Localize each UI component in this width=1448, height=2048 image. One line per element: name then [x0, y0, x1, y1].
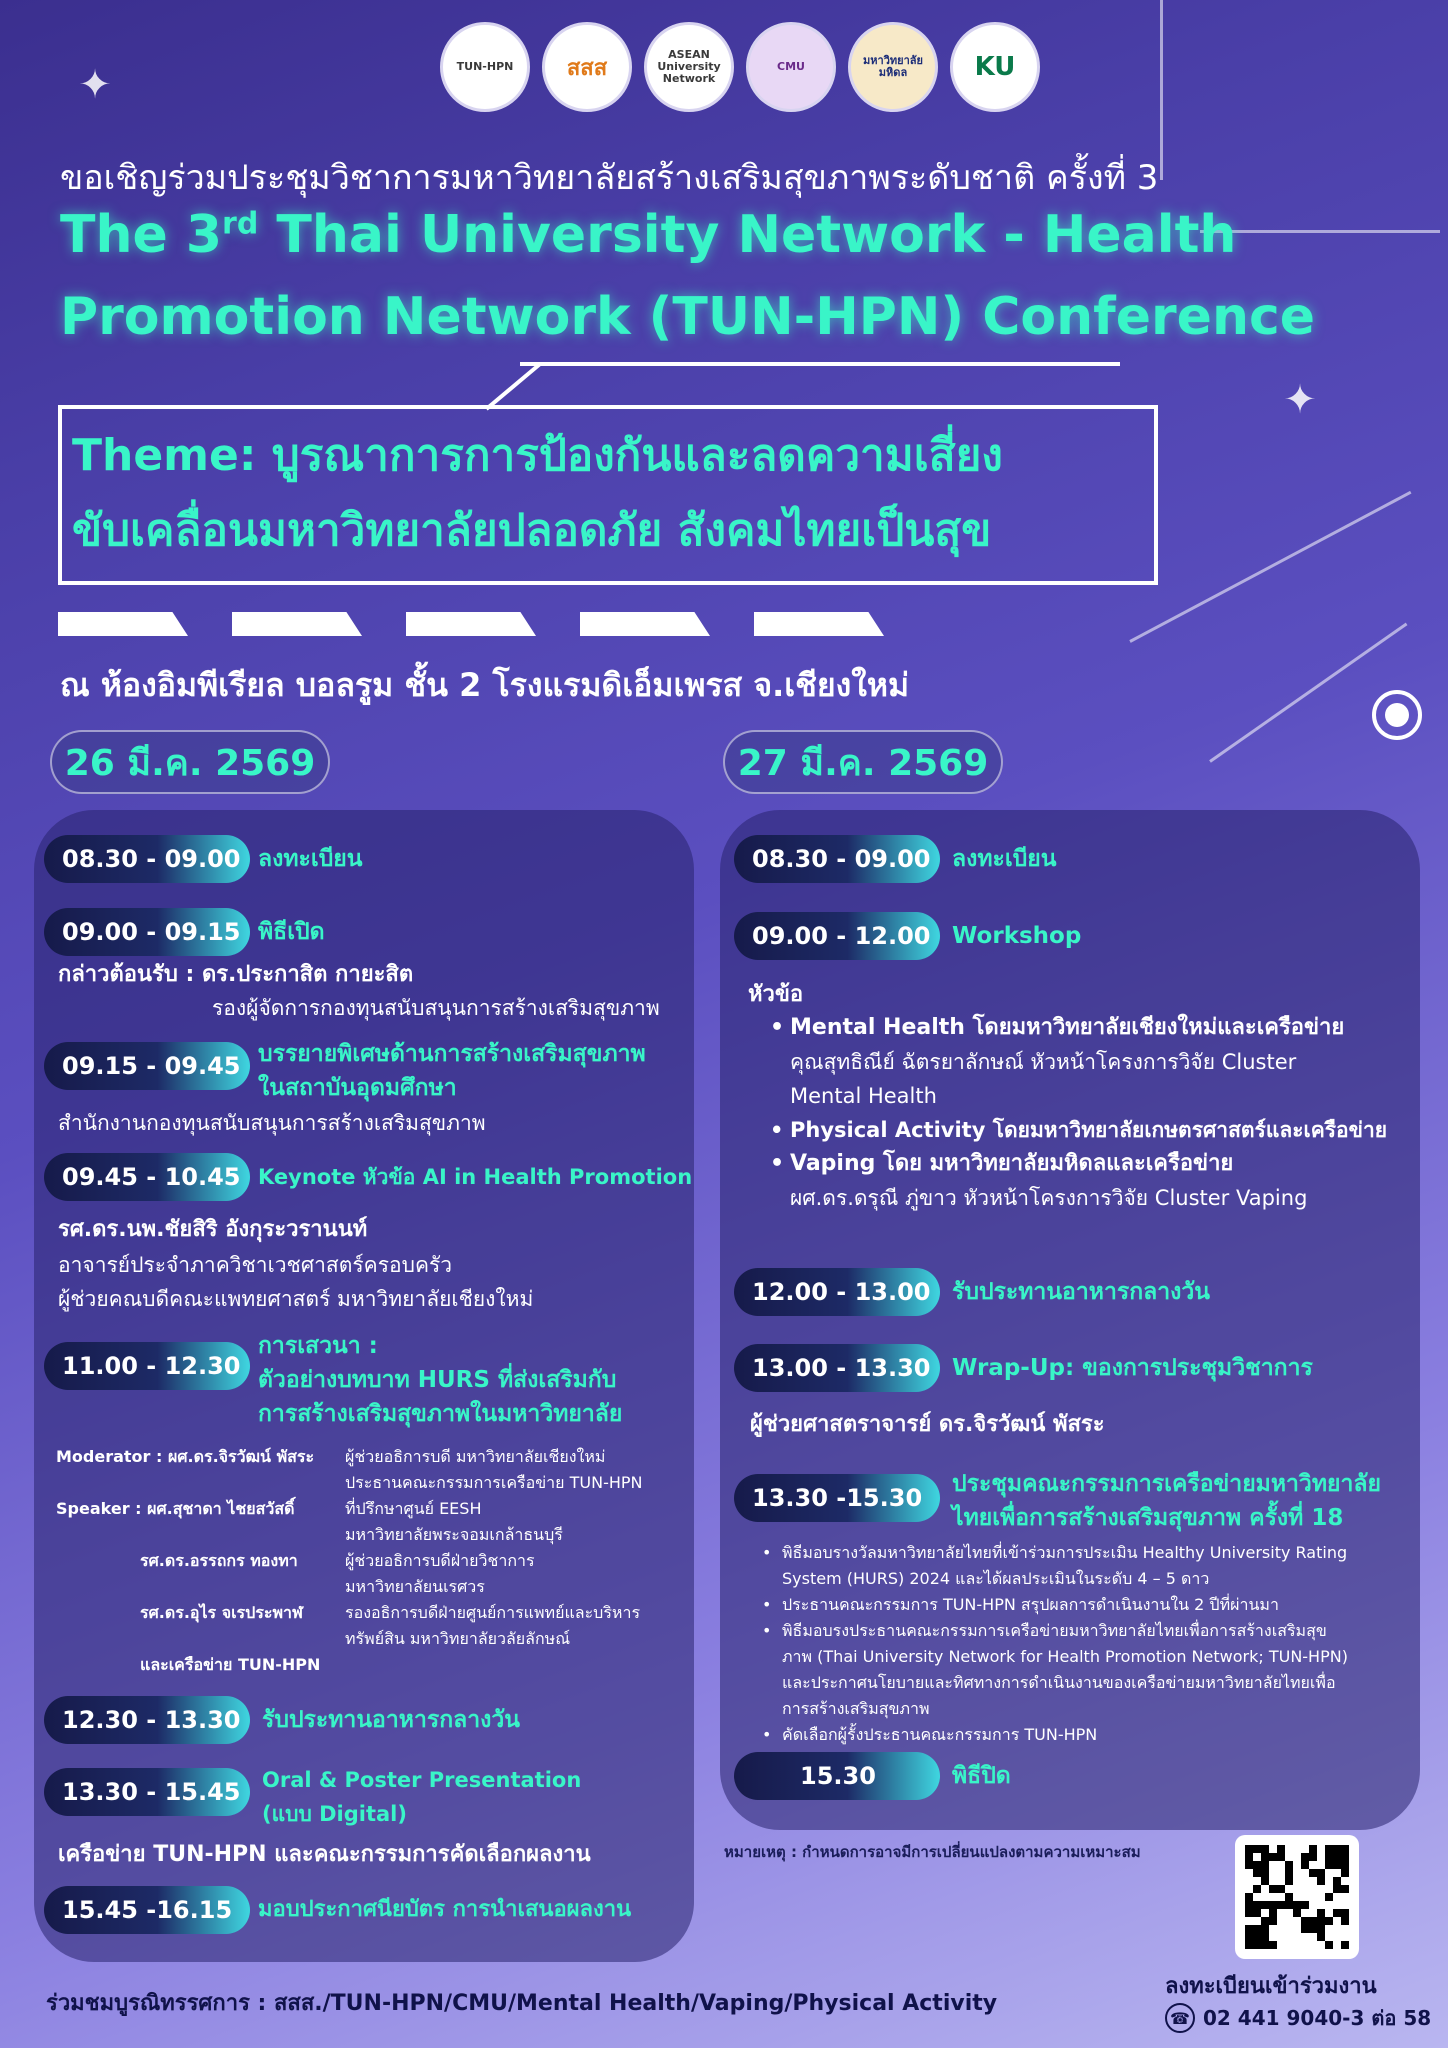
- divider-dash: [580, 612, 710, 636]
- logo-cmu: CMU: [746, 22, 836, 112]
- partner-logos: [440, 22, 1040, 112]
- qr-module: [1277, 1853, 1285, 1861]
- speaker: รศ.ดร.อุไร จเรประพาฬ: [140, 1603, 303, 1622]
- session-detail: ผู้ช่วยศาสตราจารย์ ดร.จิรวัฒน์ พัสระ: [750, 1412, 1105, 1437]
- time-slot: 08.30 - 09.00: [734, 835, 940, 883]
- session-label: ลงทะเบียน: [952, 846, 1057, 872]
- qr-module: [1245, 1877, 1253, 1885]
- meeting-item: ภาพ (Thai University Network for Health Promotion Network; TUN-HPN): [782, 1647, 1348, 1666]
- qr-module: [1253, 1877, 1261, 1885]
- qr-module: [1333, 1877, 1341, 1885]
- qr-module: [1261, 1885, 1269, 1893]
- day1-date: 26 มี.ค. 2569: [50, 730, 330, 794]
- qr-module: [1285, 1885, 1293, 1893]
- qr-module: [1301, 1885, 1309, 1893]
- qr-module: [1285, 1893, 1293, 1901]
- qr-module: [1269, 1933, 1277, 1941]
- session-label: Oral & Poster Presentation: [262, 1768, 582, 1792]
- venue: ณ ห้องอิมพีเรียล บอลรูม ชั้น 2 โรงแรมดิเอ็มเพรส จ.เชียงใหม่: [60, 666, 910, 704]
- workshop-detail: ผศ.ดร.ดรุณี ภู่ขาว หัวหน้าโครงการวิจัย Cluster Vaping: [790, 1186, 1308, 1210]
- logo-ku: KU: [950, 22, 1040, 112]
- qr-module: [1253, 1853, 1261, 1861]
- meeting-item: • ประธานคณะกรรมการ TUN-HPN สรุปผลการดำเนินงานใน 2 ปีที่ผ่านมา: [782, 1592, 1279, 1618]
- qr-module: [1245, 1893, 1253, 1901]
- qr-module: [1277, 1941, 1285, 1949]
- qr-module: [1301, 1917, 1309, 1925]
- qr-module: [1277, 1933, 1285, 1941]
- qr-module: [1245, 1941, 1253, 1949]
- qr-module: [1325, 1869, 1333, 1877]
- workshop-topic: • Physical Activity โดยมหาวิทยาลัยเกษตรศาสตร์และเครือข่าย: [790, 1115, 1387, 1145]
- qr-module: [1285, 1925, 1293, 1933]
- qr-module: [1317, 1869, 1325, 1877]
- time-slot: 15.30: [734, 1752, 940, 1800]
- qr-module: [1333, 1885, 1341, 1893]
- qr-module: [1293, 1941, 1301, 1949]
- qr-module: [1269, 1909, 1277, 1917]
- session-detail: สำนักงานกองทุนสนับสนุนการสร้างเสริมสุขภาพ: [58, 1111, 486, 1135]
- qr-module: [1253, 1925, 1261, 1933]
- qr-module: [1245, 1917, 1253, 1925]
- qr-module: [1309, 1853, 1317, 1861]
- qr-module: [1261, 1909, 1269, 1917]
- meeting-item: • พิธีมอบรงประธานคณะกรรมการเครือข่ายมหาวิทยาลัยไทยเพื่อการสร้างเสริมสุข: [782, 1618, 1327, 1644]
- qr-module: [1325, 1893, 1333, 1901]
- phone-number: 02 441 9040-3 ต่อ 58: [1203, 2006, 1432, 2030]
- note: หมายเหตุ : กำหนดการอาจมีการเปลี่ยนแปลงตามความเหมาะสม: [724, 1843, 1141, 1861]
- qr-module: [1277, 1861, 1285, 1869]
- qr-module: [1261, 1933, 1269, 1941]
- qr-module: [1301, 1909, 1309, 1917]
- qr-module: [1309, 1869, 1317, 1877]
- session-label: ในสถาบันอุดมศึกษา: [258, 1075, 457, 1101]
- speaker-role: รองอธิการบดีฝ่ายศูนย์การแพทย์และบริหาร: [345, 1603, 641, 1622]
- exhibition-partners: ร่วมชมบูรณิทรรศการ : สสส./TUN-HPN/CMU/Mental Health/Vaping/Physical Activity: [46, 1991, 998, 2016]
- session-label: รับประทานอาหารกลางวัน: [262, 1707, 521, 1733]
- invitation-text: ขอเชิญร่วมประชุมวิชาการมหาวิทยาลัยสร้างเสริมสุขภาพระดับชาติ ครั้งที่ 3: [60, 158, 1159, 198]
- session-label: ไทยเพื่อการสร้างเสริมสุขภาพ ครั้งที่ 18: [952, 1505, 1344, 1531]
- qr-module: [1301, 1925, 1309, 1933]
- qr-module: [1269, 1877, 1277, 1885]
- qr-module: [1325, 1909, 1333, 1917]
- workshop-topic: • Vaping โดย มหาวิทยาลัยมหิดลและเครือข่าย: [790, 1149, 1233, 1179]
- session-label: Workshop: [952, 923, 1082, 949]
- qr-module: [1333, 1893, 1341, 1901]
- qr-module: [1293, 1933, 1301, 1941]
- qr-module: [1333, 1853, 1341, 1861]
- divider-dash: [406, 612, 536, 636]
- qr-module: [1269, 1925, 1277, 1933]
- workshop-topic: • Mental Health โดยมหาวิทยาลัยเชียงใหม่และเครือข่าย: [790, 1013, 1344, 1043]
- qr-module: [1261, 1861, 1269, 1869]
- qr-module: [1301, 1869, 1309, 1877]
- session-label: Keynote หัวข้อ AI in Health Promotion: [258, 1165, 693, 1189]
- logo-mahidol: มหาวิทยาลัยมหิดล: [848, 22, 938, 112]
- meeting-item: และประกาศนโยบายและทิศทางการดำเนินงานของเครือข่ายมหาวิทยาลัยไทยเพื่อ: [782, 1673, 1336, 1692]
- qr-module: [1285, 1861, 1293, 1869]
- qr-module: [1309, 1909, 1317, 1917]
- qr-module: [1309, 1845, 1317, 1853]
- qr-module: [1293, 1885, 1301, 1893]
- qr-module: [1309, 1933, 1317, 1941]
- qr-module: [1325, 1917, 1333, 1925]
- qr-module: [1285, 1845, 1293, 1853]
- circuit-node-icon: [1385, 703, 1409, 727]
- qr-module: [1269, 1885, 1277, 1893]
- register-label: ลงทะเบียนเข้าร่วมงาน: [1165, 1974, 1377, 1999]
- sparkle-icon: ✦: [78, 62, 112, 108]
- logo-tun-hpn: TUN-HPN: [440, 22, 530, 112]
- speaker-role: ที่ปรึกษาศูนย์ EESH: [345, 1499, 482, 1518]
- qr-module: [1317, 1853, 1325, 1861]
- qr-module: [1333, 1925, 1341, 1933]
- divider-dash: [58, 612, 188, 636]
- qr-module: [1301, 1901, 1309, 1909]
- session-label: การสร้างเสริมสุขภาพในมหาวิทยาลัย: [258, 1401, 623, 1427]
- qr-module: [1325, 1941, 1333, 1949]
- session-label: Wrap-Up: ของการประชุมวิชาการ: [952, 1355, 1313, 1381]
- phone-icon: ☎: [1165, 2003, 1195, 2033]
- qr-module: [1285, 1869, 1293, 1877]
- qr-module: [1325, 1925, 1333, 1933]
- qr-module: [1293, 1917, 1301, 1925]
- session-detail: เครือข่าย TUN-HPN และคณะกรรมการคัดเลือกผลงาน: [58, 1842, 591, 1867]
- time-slot: 13.30 - 15.45: [44, 1768, 250, 1816]
- qr-module: [1325, 1845, 1333, 1853]
- qr-module: [1285, 1917, 1293, 1925]
- qr-module: [1277, 1869, 1285, 1877]
- qr-module: [1301, 1845, 1309, 1853]
- qr-module: [1269, 1861, 1277, 1869]
- qr-module: [1261, 1925, 1269, 1933]
- qr-module: [1285, 1901, 1293, 1909]
- qr-module: [1269, 1901, 1277, 1909]
- qr-module: [1325, 1901, 1333, 1909]
- meeting-item: • คัดเลือกผู้รั้งประธานคณะกรรมการ TUN-HPN: [782, 1722, 1097, 1748]
- qr-module: [1341, 1885, 1349, 1893]
- qr-module: [1317, 1877, 1325, 1885]
- qr-module: [1293, 1901, 1301, 1909]
- time-slot: 09.00 - 09.15: [44, 908, 250, 956]
- logo-thaihealth: สสส: [542, 22, 632, 112]
- moderator: Moderator : ผศ.ดร.จิรวัฒน์ พัสระ: [56, 1447, 315, 1466]
- qr-module: [1333, 1845, 1341, 1853]
- qr-module: [1285, 1941, 1293, 1949]
- time-slot: 09.45 - 10.45: [44, 1153, 250, 1201]
- session-label: มอบประกาศนียบัตร การนำเสนอผลงาน: [258, 1897, 632, 1922]
- qr-module: [1341, 1853, 1349, 1861]
- qr-module: [1269, 1893, 1277, 1901]
- qr-module: [1317, 1893, 1325, 1901]
- qr-module: [1309, 1885, 1317, 1893]
- sparkle-icon: ✦: [1283, 377, 1317, 423]
- logo-aun: ASEAN University Network: [644, 22, 734, 112]
- qr-module: [1341, 1925, 1349, 1933]
- qr-module: [1293, 1877, 1301, 1885]
- qr-module: [1261, 1853, 1269, 1861]
- session-label: ลงทะเบียน: [258, 846, 363, 872]
- qr-module: [1341, 1941, 1349, 1949]
- qr-module: [1253, 1941, 1261, 1949]
- qr-module: [1245, 1909, 1253, 1917]
- session-detail: ผู้ช่วยคณบดีคณะแพทยศาสตร์ มหาวิทยาลัยเชียงใหม่: [58, 1287, 534, 1311]
- qr-module: [1317, 1925, 1325, 1933]
- qr-module: [1277, 1909, 1285, 1917]
- qr-module: [1341, 1933, 1349, 1941]
- qr-module: [1245, 1869, 1253, 1877]
- qr-module: [1285, 1933, 1293, 1941]
- time-slot: 15.45 -16.15: [44, 1886, 250, 1934]
- time-slot: 09.00 - 12.00: [734, 912, 940, 960]
- qr-module: [1309, 1901, 1317, 1909]
- session-detail: อาจารย์ประจำภาควิชาเวชศาสตร์ครอบครัว: [58, 1253, 453, 1277]
- qr-module: [1285, 1877, 1293, 1885]
- qr-module: [1293, 1909, 1301, 1917]
- qr-module: [1253, 1845, 1261, 1853]
- qr-module: [1253, 1909, 1261, 1917]
- time-slot: 13.00 - 13.30: [734, 1344, 940, 1392]
- conference-title-line1: The 3rd Thai University Network - Health: [60, 205, 1237, 265]
- qr-module: [1301, 1877, 1309, 1885]
- session-label: (แบบ Digital): [262, 1802, 407, 1826]
- qr-module: [1309, 1917, 1317, 1925]
- qr-code-pattern: [1245, 1845, 1349, 1949]
- qr-module: [1301, 1861, 1309, 1869]
- qr-module: [1253, 1893, 1261, 1901]
- theme-line1: Theme: บูรณาการการป้องกันและลดความเสี่ยง: [72, 430, 1003, 481]
- qr-module: [1301, 1941, 1309, 1949]
- qr-code[interactable]: [1235, 1835, 1359, 1959]
- qr-module: [1261, 1901, 1269, 1909]
- qr-module: [1293, 1845, 1301, 1853]
- speaker-role: ผู้ช่วยอธิการบดีฝ่ายวิชาการ: [345, 1551, 535, 1570]
- speaker-role: มหาวิทยาลัยพระจอมเกล้าธนบุรี: [345, 1525, 563, 1544]
- qr-module: [1245, 1861, 1253, 1869]
- qr-module: [1341, 1845, 1349, 1853]
- session-detail: รศ.ดร.นพ.ชัยสิริ อังกุระวรานนท์: [58, 1217, 368, 1242]
- time-slot: 11.00 - 12.30: [44, 1342, 250, 1390]
- qr-module: [1317, 1901, 1325, 1909]
- qr-module: [1293, 1869, 1301, 1877]
- time-slot: 12.30 - 13.30: [44, 1696, 250, 1744]
- qr-module: [1301, 1853, 1309, 1861]
- qr-module: [1269, 1869, 1277, 1877]
- qr-module: [1261, 1877, 1269, 1885]
- qr-module: [1269, 1845, 1277, 1853]
- session-detail: รองผู้จัดการกองทุนสนับสนุนการสร้างเสริมสุขภาพ: [212, 996, 660, 1020]
- qr-module: [1293, 1853, 1301, 1861]
- speaker-role: ทรัพย์สิน มหาวิทยาลัยวลัยลักษณ์: [345, 1629, 571, 1648]
- qr-module: [1253, 1917, 1261, 1925]
- qr-module: [1309, 1925, 1317, 1933]
- time-slot: 08.30 - 09.00: [44, 835, 250, 883]
- qr-module: [1341, 1869, 1349, 1877]
- workshop-detail: Mental Health: [790, 1084, 937, 1108]
- qr-module: [1341, 1877, 1349, 1885]
- topic-heading: หัวข้อ: [748, 982, 804, 1007]
- speaker: รศ.ดร.อรรถกร ทองทา: [140, 1551, 298, 1570]
- session-label: ตัวอย่างบทบาท HURS ที่ส่งเสริมกับ: [258, 1367, 617, 1393]
- qr-module: [1277, 1877, 1285, 1885]
- qr-module: [1261, 1845, 1269, 1853]
- qr-module: [1277, 1901, 1285, 1909]
- qr-module: [1325, 1877, 1333, 1885]
- qr-module: [1293, 1893, 1301, 1901]
- day2-date: 27 มี.ค. 2569: [723, 730, 1003, 794]
- qr-module: [1301, 1893, 1309, 1901]
- session-label: การเสวนา :: [258, 1333, 378, 1359]
- session-label: ประชุมคณะกรรมการเครือข่ายมหาวิทยาลัย: [952, 1471, 1381, 1497]
- session-detail: กล่าวต้อนรับ : ดร.ประกาสิต กายะสิต: [58, 962, 414, 987]
- time-slot: 13.30 -15.30: [734, 1474, 940, 1522]
- workshop-detail: คุณสุทธิณีย์ ฉัตรยาลักษณ์ หัวหน้าโครงการวิจัย Cluster: [790, 1050, 1297, 1074]
- qr-module: [1333, 1933, 1341, 1941]
- speaker: Speaker : ผศ.สุชาดา ไชยสวัสดิ์: [56, 1499, 295, 1518]
- qr-module: [1317, 1933, 1325, 1941]
- session-label: พิธีเปิด: [258, 919, 325, 945]
- moderator-role: ประธานคณะกรรมการเครือข่าย TUN-HPN: [345, 1473, 643, 1492]
- qr-module: [1253, 1869, 1261, 1877]
- speaker-role: มหาวิทยาลัยนเรศวร: [345, 1577, 485, 1596]
- qr-module: [1341, 1917, 1349, 1925]
- qr-module: [1333, 1869, 1341, 1877]
- qr-module: [1309, 1941, 1317, 1949]
- qr-module: [1261, 1941, 1269, 1949]
- qr-module: [1309, 1893, 1317, 1901]
- qr-module: [1277, 1925, 1285, 1933]
- qr-module: [1253, 1861, 1261, 1869]
- moderator-role: ผู้ช่วยอธิการบดี มหาวิทยาลัยเชียงใหม่: [345, 1447, 606, 1466]
- qr-module: [1317, 1917, 1325, 1925]
- qr-module: [1325, 1853, 1333, 1861]
- qr-module: [1261, 1917, 1269, 1925]
- qr-module: [1317, 1861, 1325, 1869]
- qr-module: [1293, 1861, 1301, 1869]
- meeting-item: การสร้างเสริมสุขภาพ: [782, 1699, 930, 1718]
- qr-module: [1245, 1885, 1253, 1893]
- qr-module: [1261, 1869, 1269, 1877]
- qr-module: [1285, 1909, 1293, 1917]
- phone-contact[interactable]: [1165, 2002, 1431, 2034]
- qr-module: [1325, 1885, 1333, 1893]
- qr-module: [1333, 1909, 1341, 1917]
- divider-dash: [754, 612, 884, 636]
- qr-module: [1333, 1901, 1341, 1909]
- meeting-item: System (HURS) 2024 และได้ผลประเมินในระดับ 4 – 5 ดาว: [782, 1569, 1210, 1588]
- theme-frame-top: [520, 362, 1120, 366]
- qr-module: [1333, 1917, 1341, 1925]
- qr-module: [1325, 1933, 1333, 1941]
- qr-module: [1333, 1861, 1341, 1869]
- qr-module: [1277, 1893, 1285, 1901]
- session-label: บรรยายพิเศษด้านการสร้างเสริมสุขภาพ: [258, 1041, 646, 1067]
- theme-line2: ขับเคลื่อนมหาวิทยาลัยปลอดภัย สังคมไทยเป็นสุข: [72, 505, 992, 556]
- qr-module: [1245, 1853, 1253, 1861]
- qr-module: [1293, 1925, 1301, 1933]
- qr-module: [1269, 1941, 1277, 1949]
- qr-module: [1253, 1901, 1261, 1909]
- qr-module: [1245, 1925, 1253, 1933]
- session-label: พิธีปิด: [952, 1763, 1011, 1789]
- qr-module: [1245, 1901, 1253, 1909]
- circuit-decoration: [1129, 491, 1411, 643]
- qr-module: [1341, 1861, 1349, 1869]
- qr-module: [1269, 1853, 1277, 1861]
- qr-module: [1245, 1845, 1253, 1853]
- qr-module: [1253, 1885, 1261, 1893]
- qr-module: [1317, 1941, 1325, 1949]
- qr-module: [1277, 1885, 1285, 1893]
- qr-module: [1333, 1941, 1341, 1949]
- meeting-item: • พิธีมอบรางวัลมหาวิทยาลัยไทยที่เข้าร่วมการประเมิน Healthy University Rating: [782, 1540, 1347, 1566]
- qr-module: [1309, 1877, 1317, 1885]
- qr-module: [1301, 1933, 1309, 1941]
- qr-module: [1309, 1861, 1317, 1869]
- qr-module: [1245, 1933, 1253, 1941]
- conference-title-line2: Promotion Network (TUN-HPN) Conference: [60, 287, 1316, 347]
- time-slot: 09.15 - 09.45: [44, 1042, 250, 1090]
- qr-module: [1317, 1909, 1325, 1917]
- qr-module: [1341, 1909, 1349, 1917]
- qr-module: [1269, 1917, 1277, 1925]
- qr-module: [1341, 1893, 1349, 1901]
- qr-module: [1261, 1893, 1269, 1901]
- circuit-decoration: [1209, 623, 1407, 763]
- qr-module: [1317, 1845, 1325, 1853]
- session-label: รับประทานอาหารกลางวัน: [952, 1279, 1211, 1305]
- qr-module: [1285, 1853, 1293, 1861]
- qr-module: [1253, 1933, 1261, 1941]
- qr-module: [1277, 1845, 1285, 1853]
- divider-dash: [232, 612, 362, 636]
- qr-module: [1317, 1885, 1325, 1893]
- qr-module: [1341, 1901, 1349, 1909]
- speaker: และเครือข่าย TUN-HPN: [140, 1655, 321, 1674]
- theme-frame-top: [485, 362, 541, 410]
- qr-module: [1325, 1861, 1333, 1869]
- qr-module: [1277, 1917, 1285, 1925]
- time-slot: 12.00 - 13.00: [734, 1268, 940, 1316]
